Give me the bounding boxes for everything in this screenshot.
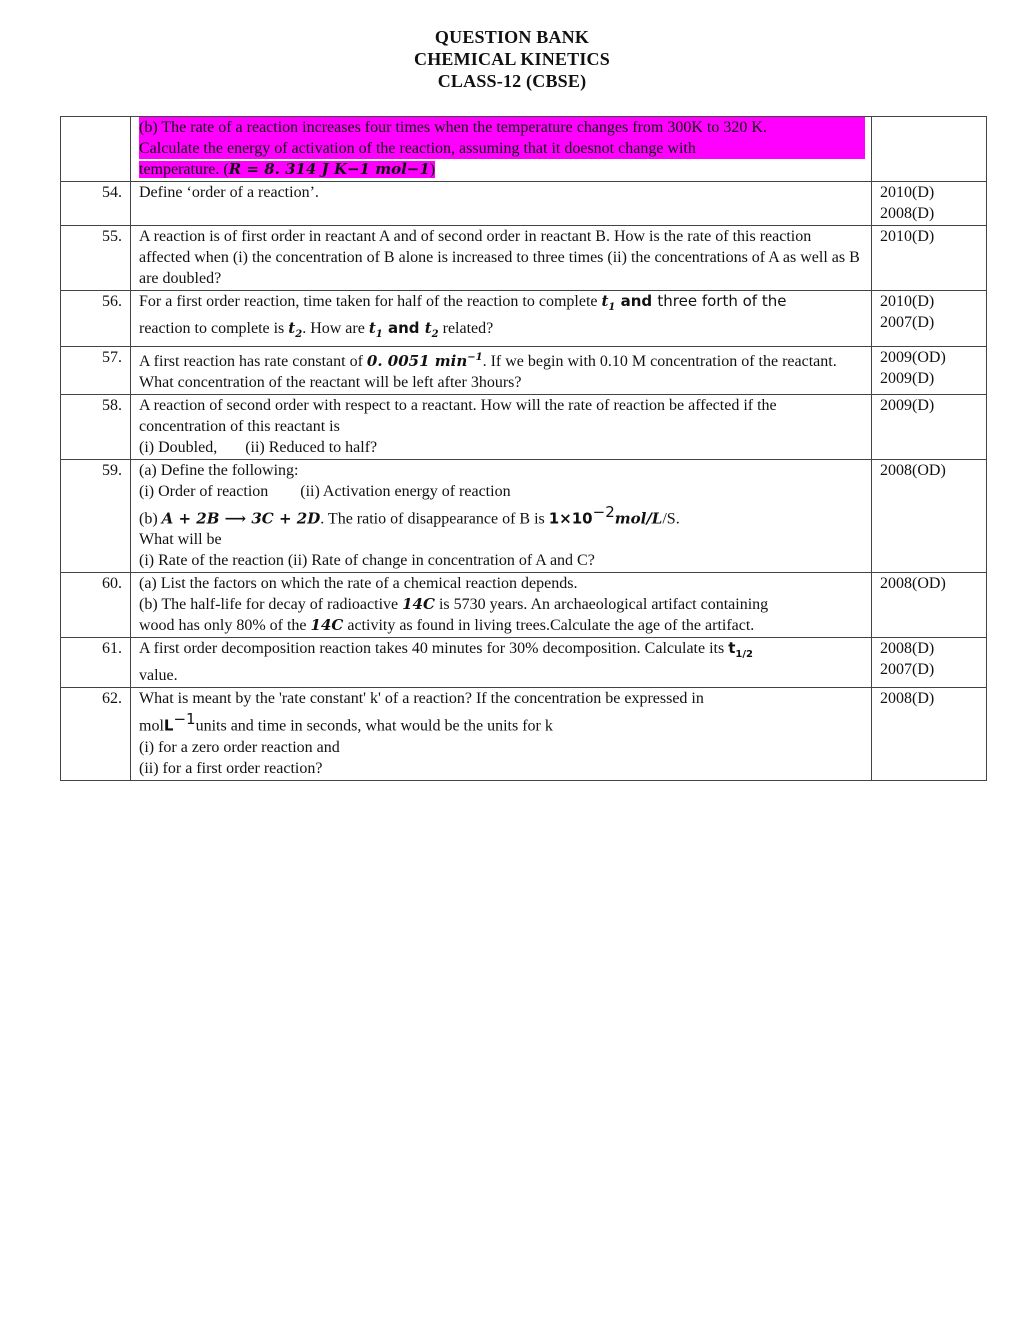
year-label: 2009(D) (880, 370, 935, 387)
question-text: What is meant by the 'rate constant' k' of a reaction? If the concentration be expressed in molL$^{-1}$units and time in seconds, what would be the units for k (i) for a zero order reaction and (ii) for a first order reaction? (131, 688, 872, 780)
math-expression: 0. 0051 $\min^{-1}$ (366, 352, 483, 370)
year-label: 2010(D) (880, 228, 935, 245)
math-expression: $t_1$ (601, 292, 616, 313)
year-label: 2008(D) (880, 690, 935, 708)
table-row (61, 291, 987, 347)
year-label: 2008(OD) (880, 575, 946, 593)
year-label: 2010(D) (880, 293, 935, 310)
year-cell (872, 395, 987, 460)
year-cell (872, 460, 987, 573)
year-cell (872, 182, 987, 226)
math-expression: 14C (310, 616, 344, 635)
year-cell (872, 291, 987, 347)
question-number: 62. (61, 688, 131, 780)
question-text: Define ‘order of a reaction’. (131, 182, 872, 226)
question-text: A first order decomposition reaction takes 40 minutes for 30% decomposition. Calculate its $t_{1/2}$ value. (131, 638, 872, 688)
question-text: For a first order reaction, time taken for half of the reaction to complete $t_1$ and three forth of the reaction to complete is $t_2$. How are $t_1$ and $t_2$ related? (131, 291, 872, 347)
highlighted-text: Calculate the energy of activation of the reaction, assuming that it doesnot change with (139, 138, 865, 159)
highlighted-text: temperature. (R = 8. 314 J K−1 mol−1) (139, 160, 436, 178)
table-row (61, 573, 987, 638)
math-expression: $t_{1/2}$ (728, 639, 753, 661)
table-row (61, 395, 987, 460)
table-row (61, 460, 987, 573)
question-number: 55. (61, 226, 131, 291)
math-expression: R = 8. 314 J K−1 mol−1 (228, 160, 430, 178)
math-expression: $t_1$ (368, 319, 383, 340)
table-row (61, 226, 987, 291)
year-cell (872, 688, 987, 780)
question-text (131, 117, 872, 182)
year-cell (872, 347, 987, 395)
table-row (61, 638, 987, 688)
year-label: 2008(OD) (880, 462, 946, 479)
question-number: 58. (61, 395, 131, 460)
highlighted-text: (b) The rate of a reaction increases four times when the temperature changes from 300K to 320 K. (139, 117, 865, 138)
question-number: 57. (61, 347, 131, 395)
math-expression: 14C (402, 595, 435, 614)
question-number: 59. (61, 460, 131, 573)
year-label: 2008(D) (880, 640, 935, 658)
page-header (0, 26, 1024, 92)
year-cell (872, 573, 987, 638)
table-row (61, 347, 987, 395)
year-label: 2007(D) (880, 661, 935, 679)
table-row (61, 688, 987, 780)
math-expression: $t_2$ (424, 319, 439, 340)
year-label: 2009(OD) (880, 349, 946, 366)
question-number: 54. (61, 182, 131, 226)
year-cell (872, 638, 987, 688)
table-row (61, 117, 987, 182)
question-table (60, 116, 987, 781)
year-cell (872, 226, 987, 291)
question-text: A reaction is of first order in reactant A and of second order in reactant B. How is the rate of this reaction affected when (i) the concentration of B alone is increased to three times (ii) the concentrations of A as well as B are doubled? (131, 226, 872, 291)
year-label: 2008(D) (880, 205, 935, 222)
question-number (61, 117, 131, 182)
header-title: QUESTION BANK (434, 27, 590, 47)
question-text: (a) List the factors on which the rate of a chemical reaction depends. (b) The half-life for decay of radioactive 14C is 5730 years. An archaeological artifact containing wood has only 80% of the 14C activity as found in living trees.Calculate the age of the artifact. (131, 573, 872, 638)
year-label: 2009(D) (880, 397, 935, 414)
math-expression: $t_2$ (288, 319, 303, 340)
year-cell (872, 117, 987, 182)
question-text: (a) Define the following: (i) Order of reaction (ii) Activation energy of reaction (b) A + 2B ⟶ 3C + 2D. The ratio of disappearance of B is $1\times 10^{-2}mol/L/S$. What will be (i) Rate of the reaction (ii) Rate of change in concentration of A and C? (131, 460, 872, 573)
question-number: 61. (61, 638, 131, 688)
header-class: CLASS-12 (CBSE) (437, 71, 587, 91)
question-text: A reaction of second order with respect to a reactant. How will the rate of reaction be affected if the concentration of this reactant is (i) Doubled, (ii) Reduced to half? (131, 395, 872, 460)
table-row (61, 182, 987, 226)
header-subject: CHEMICAL KINETICS (414, 49, 610, 69)
math-expression: A + 2B ⟶ 3C + 2D (161, 509, 321, 528)
year-label: 2007(D) (880, 314, 935, 331)
question-number: 56. (61, 291, 131, 347)
year-label: 2010(D) (880, 184, 935, 201)
question-text: A first reaction has rate constant of 0. 0051 $\min^{-1}$. If we begin with 0.10 M concentration of the reactant. What concentration of the reactant will be left after 3hours? (131, 347, 872, 395)
question-number: 60. (61, 573, 131, 638)
